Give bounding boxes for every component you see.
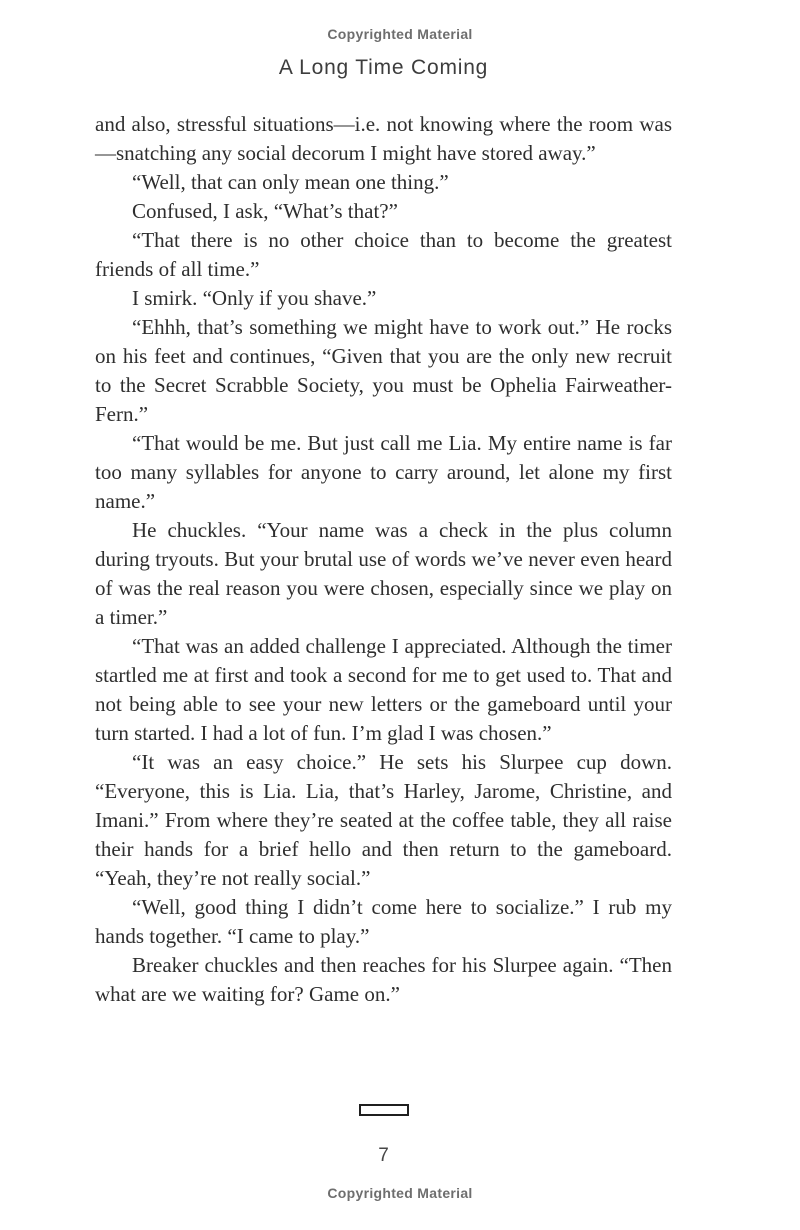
copyright-watermark-bottom: Copyrighted Material xyxy=(327,1185,473,1201)
paragraph: “That would be me. But just call me Lia. My entire name is far too many syllables for anyone to carry around, let alone my first name.” xyxy=(95,431,672,513)
paragraph: “Well, good thing I didn’t come here to socialize.” I rub my hands together. “I came to play.” xyxy=(95,895,672,948)
body-text xyxy=(95,110,672,1009)
paragraph: “That was an added challenge I appreciated. Although the timer startled me at first and took a second for me to get used to. That and not being able to see your new letters or the gameboard until your turn started. I had a lot of fun. I’m glad I was chosen.” xyxy=(95,634,672,745)
chapter-title: A Long Time Coming xyxy=(278,56,489,79)
paragraph: Confused, I ask, “What’s that?” xyxy=(132,199,398,223)
paragraph: and also, stressful situations—i.e. not knowing where the room was—snatching any social decorum I might have stored away.” xyxy=(95,112,672,165)
scene-divider xyxy=(95,1104,672,1116)
paragraph: “It was an easy choice.” He sets his Slurpee cup down. “Everyone, this is Lia. Lia, that’s Harley, Jarome, Christine, and Imani.” From where they’re seated at the coffee table, they all raise their hands for a brief hello and then return to the gameboard. “Yeah, they’re not really social.” xyxy=(95,750,672,890)
paragraph: He chuckles. “Your name was a check in the plus column during tryouts. But your brutal use of words we’ve never even heard of was the real reason you were chosen, especially since we play on a timer.” xyxy=(95,518,672,629)
paragraph: “That there is no other choice than to become the greatest friends of all time.” xyxy=(95,228,672,281)
paragraph: “Well, that can only mean one thing.” xyxy=(132,170,449,194)
page-number: 7 xyxy=(378,1145,389,1166)
rectangle-ornament-icon xyxy=(359,1104,409,1116)
paragraph: “Ehhh, that’s something we might have to work out.” He rocks on his feet and continues, “Given that you are the only new recruit to the Secret Scrabble Society, you must be Ophelia Fairweather-Fern.” xyxy=(95,315,672,426)
copyright-watermark-top: Copyrighted Material xyxy=(327,26,473,42)
paragraph: Breaker chuckles and then reaches for his Slurpee again. “Then what are we waiting for? Game on.” xyxy=(95,953,672,1006)
paragraph: I smirk. “Only if you shave.” xyxy=(132,286,377,310)
